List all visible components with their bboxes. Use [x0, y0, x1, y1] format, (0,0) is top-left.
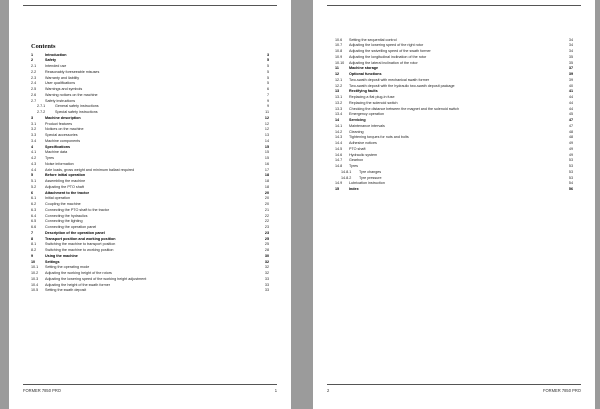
page-number: 1	[274, 388, 277, 393]
toc-entry-title: Noise information	[45, 161, 74, 166]
toc-entry-number: 10.5	[31, 288, 39, 293]
page-number: 2	[327, 388, 330, 393]
toc-entry-number: 14.8.2	[341, 175, 352, 180]
toc-entry-page: 34	[568, 37, 573, 42]
toc-entry-page: 25	[264, 236, 269, 241]
toc-entry-title: Assembling the machine	[45, 179, 86, 183]
toc-entry-title: Adjusting the PTO shaft	[45, 184, 84, 189]
toc-entry-title: Tyre pressure	[359, 175, 382, 180]
toc-entry-page: 56	[568, 187, 573, 191]
toc-entry-number: 14.2	[335, 129, 343, 134]
toc-entry-number: 8	[31, 236, 34, 241]
toc-list-left	[31, 53, 269, 295]
toc-entry-title: Connecting the hydraulics	[45, 213, 88, 218]
toc-entry-title: Transport position and working position	[45, 236, 116, 241]
toc-entry-title: Rectifying faults	[349, 89, 378, 94]
toc-entry-number: 3.4	[31, 138, 37, 143]
toc-entry-title: Checking the distance between the magnet and the solenoid switch	[349, 106, 460, 111]
toc-entry-page: 18	[264, 173, 269, 178]
toc-entry[interactable]	[31, 288, 269, 294]
toc-entry-page: 45	[568, 112, 573, 117]
toc-entry-page: 16	[264, 161, 269, 166]
toc-entry-title: Warnings and symbols	[45, 87, 83, 91]
toc-entry-title: Special safety instructions	[55, 110, 98, 114]
toc-entry-title: Initial operation	[45, 196, 71, 201]
toc-entry-number: 2.2	[31, 69, 37, 74]
toc-entry-page: 18	[264, 184, 269, 189]
toc-entry-title: Tyres	[45, 156, 55, 160]
toc-entry-page: 20	[264, 196, 269, 201]
toc-entry-number: 10.6	[335, 37, 343, 42]
toc-entry-page: 47	[568, 123, 573, 128]
toc-entry-number: 6.5	[31, 219, 37, 224]
toc-entry-title: Adjusting the working height of the rotors	[45, 271, 112, 275]
toc-entry-title: Notices on the machine	[45, 127, 84, 132]
toc-entry-title: Tyres	[349, 164, 359, 168]
toc-entry-page: 15	[264, 156, 269, 160]
toc-entry-page: 12	[264, 127, 269, 132]
toc-entry-number: 10.4	[31, 282, 39, 287]
toc-entry-title: Two-swath deposit with the hydraulic two-swath deposit package	[349, 83, 455, 88]
toc-entry-number: 14.9	[335, 181, 343, 186]
left-page	[9, 0, 291, 409]
toc-entry-number: 13	[335, 89, 340, 94]
toc-entry-page: 11	[265, 110, 269, 114]
toc-entry-number: 2.5	[31, 87, 37, 91]
toc-entry-number: 13.2	[335, 100, 343, 105]
toc-entry-number: 10.10	[335, 60, 345, 65]
toc-entry-title: Warning notices on the machine	[45, 92, 98, 97]
toc-entry-number: 10.8	[335, 49, 343, 53]
top-rule	[23, 5, 277, 6]
toc-entry-page: 32	[264, 271, 269, 275]
toc-entry-title: Adhesive notices	[349, 141, 377, 145]
toc-entry-number: 3.2	[31, 127, 37, 132]
toc-entry-title: Intended use	[45, 64, 67, 68]
toc-entry-number: 10	[31, 259, 36, 264]
toc-list-right	[335, 38, 573, 193]
toc-entry-number: 14.4	[335, 141, 343, 145]
toc-entry-title: Connecting the PTO shaft to the tractor	[45, 207, 110, 212]
toc-entry-number: 3.3	[31, 133, 37, 137]
toc-entry-number: 4	[31, 144, 34, 149]
toc-entry-page: 22	[264, 219, 269, 224]
toc-entry-page: 39	[568, 77, 573, 82]
toc-entry-page: 12	[264, 115, 269, 120]
toc-entry-page: 41	[568, 89, 573, 94]
toc-entry-number: 10.9	[335, 54, 343, 59]
toc-entry-page: 23	[264, 230, 269, 235]
toc-entry-number: 2.7	[31, 98, 37, 103]
right-page	[313, 0, 595, 409]
toc-entry-title: Replacing a flat plug-in fuse	[349, 95, 395, 99]
toc-entry-title: Cleaning	[349, 129, 364, 134]
toc-entry-page: 3	[266, 52, 269, 57]
toc-entry-title: Switching the machine to transport position	[45, 242, 116, 247]
toc-entry-page: 5	[266, 75, 269, 80]
toc-entry-page: 20	[264, 190, 269, 195]
toc-entry-title: Tightening torques for nuts and bolts	[349, 135, 409, 140]
toc-entry-title: Product features	[45, 121, 73, 126]
toc-entry-page: 22	[264, 213, 269, 218]
toc-entry-number: 5.1	[31, 179, 37, 183]
toc-entry-number: 2.1	[31, 64, 37, 68]
toc-entry-page: 48	[568, 135, 573, 140]
toc-entry-title: Two-swath deposit with mechanical swath former	[349, 77, 430, 82]
top-rule	[327, 5, 581, 6]
toc-entry-number: 14.7	[335, 158, 343, 163]
toc-entry-title: Special accessories	[45, 133, 78, 137]
toc-entry-number: 14.5	[335, 146, 343, 151]
toc-entry-page: 25	[264, 242, 269, 247]
toc-entry-number: 5.2	[31, 184, 37, 189]
footer-left	[23, 384, 277, 394]
toc-entry-page: 53	[568, 175, 573, 180]
toc-entry-number: 6.4	[31, 213, 37, 218]
toc-entry-number: 5	[31, 173, 34, 178]
toc-entry-page: 53	[568, 158, 573, 163]
toc-entry-page: 12	[264, 121, 269, 126]
toc-entry-number: 12.2	[335, 83, 343, 88]
toc-entry-number: 2.7.2	[37, 110, 46, 114]
toc-entry-page: 21	[264, 207, 269, 212]
toc-entry-page: 20	[264, 202, 269, 206]
toc-entry-title: Machine components	[45, 138, 81, 143]
toc-entry-page: 13	[264, 133, 269, 137]
toc-entry-title: Machine description	[45, 115, 81, 120]
toc-entry-title: User qualifications	[45, 81, 76, 86]
toc-entry-title: Lubrication instruction	[349, 181, 385, 186]
toc-entry-title: Adjusting the height of the swath former	[45, 282, 110, 287]
toc-entry-page: 49	[568, 141, 573, 145]
toc-entry-number: 6	[31, 190, 34, 195]
toc-entry-page: 17	[264, 167, 269, 172]
toc-entry-page: 35	[568, 54, 573, 59]
toc-entry-number: 14.6	[335, 152, 343, 157]
toc-entry-page: 53	[568, 164, 573, 168]
toc-entry-number: 2	[31, 58, 34, 63]
toc-entry-title: Setting the swath deposit	[45, 288, 87, 293]
toc-entry-page: 5	[266, 64, 269, 68]
toc-entry-page: 14	[264, 138, 269, 143]
footer-title: FORMER 7850 PRO	[23, 388, 61, 393]
toc-entry-title: Machine storage	[349, 66, 379, 71]
toc-entry-title: Adjusting the swivelling speed of the swath former	[349, 49, 431, 53]
toc-entry-page: 35	[568, 60, 573, 65]
toc-entry-number: 3	[31, 115, 34, 120]
footer-right	[327, 384, 581, 394]
toc-entry-page: 30	[264, 253, 269, 258]
toc-entry-number: 10.7	[335, 43, 343, 48]
toc-entry-title: Coupling the machine	[45, 202, 81, 206]
toc-entry-number: 6.1	[31, 196, 37, 201]
toc-entry-number: 6.6	[31, 225, 37, 229]
toc-entry-number: 11	[335, 66, 339, 71]
toc-entry-number: 6.3	[31, 207, 37, 212]
toc-entry-number: 7	[31, 230, 34, 235]
toc-entry-page: 44	[568, 106, 573, 111]
toc-entry-title: Safety instructions	[45, 98, 76, 103]
toc-entry-page: 5	[266, 58, 269, 63]
toc-entry-title: Adjusting the lowering speed of the working height adjustment	[45, 276, 147, 281]
toc-entry-page: 6	[266, 87, 269, 91]
toc-entry-title: Axle loads, gross weight and minimum ballast required	[45, 167, 135, 172]
toc-entry-number: 10.3	[31, 276, 39, 281]
footer-title: FORMER 7850 PRO	[543, 388, 581, 393]
toc-entry-page: 40	[568, 83, 573, 88]
toc-entry-title: Replacing the solenoid switch	[349, 100, 398, 105]
toc-entry-number: 14.8	[335, 164, 343, 168]
toc-entry-title: Hydraulic system	[349, 152, 378, 157]
toc-entry-title: PTO shaft	[349, 146, 366, 151]
toc-entry-page: 18	[264, 179, 269, 183]
toc-entry-number: 2.7.1	[37, 104, 46, 109]
toc-entry-number: 13.4	[335, 112, 343, 117]
toc-entry-page: 54	[568, 181, 573, 186]
toc-entry-number: 12	[335, 72, 340, 76]
toc-entry-title: Safety	[45, 58, 57, 63]
toc-entry-number: 10.1	[31, 265, 39, 270]
toc-entry-title: Using the machine	[45, 253, 78, 258]
toc-entry-title: Connecting the operation panel	[45, 225, 97, 229]
toc-entry-number: 4.4	[31, 167, 37, 172]
toc-entry-title: Specifications	[45, 144, 71, 149]
toc-entry-title: Setting the sequential control	[349, 37, 397, 42]
toc-entry-title: Index	[349, 187, 359, 191]
toc-entry-page: 53	[568, 169, 573, 174]
toc-entry-number: 8.2	[31, 248, 37, 252]
toc-entry-title: Maintenance intervals	[349, 123, 385, 128]
toc-entry-page: 37	[568, 66, 573, 71]
toc-entry-page: 9	[266, 104, 269, 109]
toc-entry-page: 34	[568, 43, 573, 48]
toc-entry-number: 4.3	[31, 161, 37, 166]
toc-entry-page: 32	[264, 259, 269, 264]
toc-entry-page: 33	[264, 288, 269, 293]
toc-entry-page: 15	[264, 144, 269, 149]
toc-entry-title: Introduction	[45, 52, 67, 57]
toc-entry-title: Settings	[45, 259, 60, 264]
toc-entry-title: Adjusting the longitudinal inclination of the rotor	[349, 54, 427, 59]
toc-entry-page: 28	[264, 248, 269, 252]
toc-entry-title: Adjusting the lowering speed of the right rotor	[349, 43, 424, 48]
toc-entry-title: Attachment to the tractor	[45, 190, 90, 195]
toc-entry-number: 10.2	[31, 271, 39, 275]
toc-entry[interactable]	[335, 187, 573, 193]
toc-entry-page: 34	[568, 49, 573, 53]
contents-heading: Contents	[31, 43, 56, 50]
toc-entry-page: 47	[568, 118, 573, 122]
toc-entry-page: 15	[264, 150, 269, 155]
toc-entry-number: 13.1	[335, 95, 343, 99]
toc-entry-page: 49	[568, 152, 573, 157]
toc-entry-title: Servicing	[349, 118, 366, 122]
toc-entry-title: Adjusting the lateral inclination of the rotor	[349, 60, 418, 65]
toc-entry-number: 2.4	[31, 81, 37, 86]
toc-entry-number: 4.2	[31, 156, 37, 160]
toc-entry-title: Connecting the lighting	[45, 219, 83, 224]
toc-entry-title: Warranty and liability	[45, 75, 80, 80]
toc-entry-page: 9	[266, 98, 269, 103]
toc-entry-number: 12.1	[335, 77, 343, 82]
toc-entry-number: 1	[31, 52, 34, 57]
toc-entry-number: 14.8.1	[341, 169, 352, 174]
toc-entry-number: 15	[335, 187, 340, 191]
toc-entry-number: 2.3	[31, 75, 37, 80]
toc-entry-number: 2.6	[31, 92, 37, 97]
toc-entry-number: 14	[335, 118, 340, 122]
toc-entry-page: 33	[264, 282, 269, 287]
toc-entry-title: Setting the operating mode	[45, 265, 90, 270]
toc-entry-page: 44	[568, 100, 573, 105]
toc-entry-number: 13.3	[335, 106, 343, 111]
toc-entry-number: 9	[31, 253, 34, 258]
toc-entry-title: Switching the machine to working position	[45, 248, 114, 252]
toc-entry-page: 48	[568, 129, 573, 134]
toc-entry-number: 8.1	[31, 242, 37, 247]
toc-entry-title: Tyre changes	[359, 169, 382, 174]
toc-entry-number: 6.2	[31, 202, 37, 206]
toc-entry-page: 5	[266, 69, 269, 74]
toc-entry-title: Gearbox	[349, 158, 364, 163]
toc-entry-page: 32	[264, 265, 269, 270]
toc-entry-title: Reasonably foreseeable misuses	[45, 69, 100, 74]
toc-entry-title: Description of the operation panel	[45, 230, 105, 235]
toc-entry-page: 49	[568, 146, 573, 151]
toc-entry-page: 44	[568, 95, 573, 99]
toc-entry-number: 3.1	[31, 121, 37, 126]
toc-entry-number: 4.1	[31, 150, 37, 155]
toc-entry-title: General safety instructions	[55, 104, 99, 109]
toc-entry-title: Machine data	[45, 150, 68, 155]
toc-entry-title: Before initial operation	[45, 173, 86, 178]
toc-entry-page: 7	[266, 92, 269, 97]
toc-entry-page: 23	[264, 225, 269, 229]
toc-entry-page: 33	[264, 276, 269, 281]
toc-entry-page: 39	[568, 72, 573, 76]
toc-entry-number: 14.1	[335, 123, 343, 128]
toc-entry-page: 5	[266, 81, 269, 86]
toc-entry-title: Emergency operation	[349, 112, 385, 117]
toc-entry-title: Optional functions	[349, 72, 382, 76]
toc-entry-number: 14.3	[335, 135, 343, 140]
